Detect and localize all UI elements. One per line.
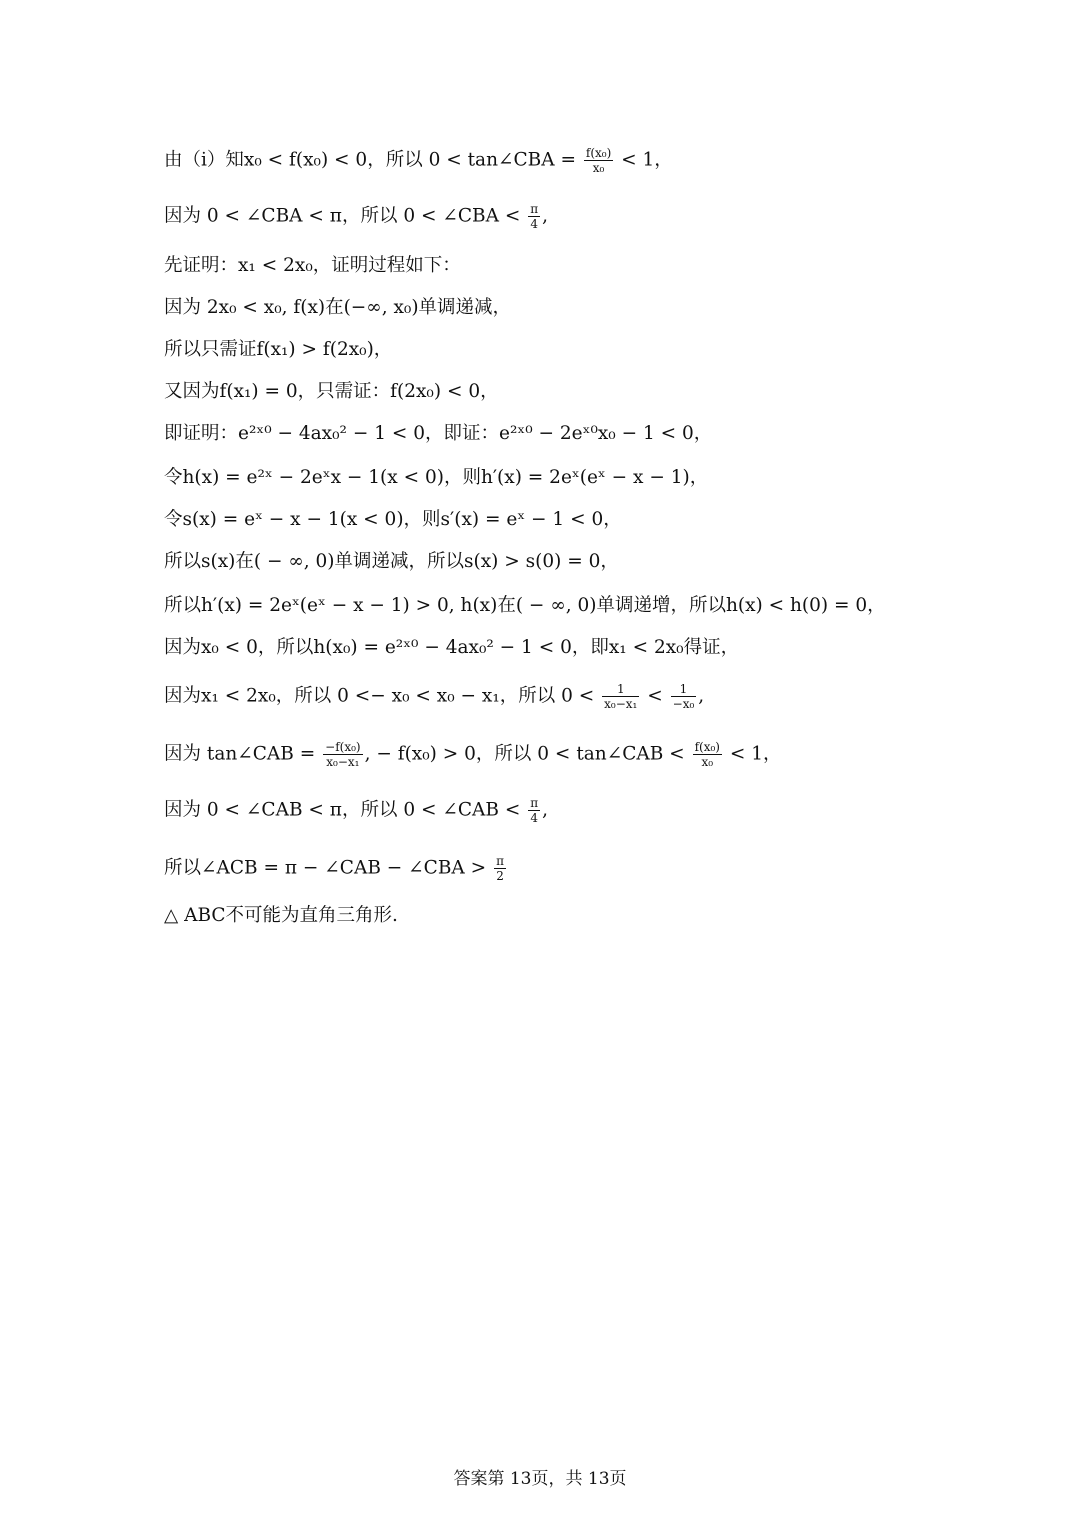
proof-line-7 [164,422,712,446]
line-math: < [641,685,669,707]
line-text: 因为 [164,685,202,707]
proof-line-5 [164,338,392,362]
fraction-denominator: −x₀ [672,697,695,711]
fraction-denominator: 4 [530,217,539,231]
fraction [584,146,613,175]
fraction [528,202,540,231]
line-math: x₁ < 2x₀，所以 0 <− x₀ < x₀ − x₁，所以 0 < [201,685,601,707]
line-math: 0 < ∠CAB < π，所以 0 < ∠CAB < [206,799,527,821]
line-math: , − f(x₀) > 0，所以 0 < tan∠CAB < [364,743,691,765]
line-text: 因为x₀ < 0，所以h(x₀) = e²ˣ⁰ − 4ax₀² − 1 < 0，即x₁ < 2x₀得证， [164,637,740,658]
line-text: 因为 [164,743,207,765]
proof-line-8 [164,466,708,490]
fraction-numerator: −f(x₀) [325,740,361,754]
line-text: 又因为f(x₁) = 0，只需证：f(2x₀) < 0， [164,381,499,402]
line-tail: , [542,799,549,821]
proof-line-10 [164,550,619,574]
fraction [693,740,722,769]
line-math: 0 < ∠CBA < π，所以 0 < ∠CBA < [206,205,527,227]
proof-line-2 [164,202,548,231]
proof-line-12 [164,636,739,660]
line-text: 由（i）知 [164,149,244,171]
proof-line-1 [164,146,673,175]
line-text: 因为 [164,799,207,821]
line-tail: < 1， [615,149,673,171]
fraction [323,740,362,769]
line-math: x₀ < f(x₀) < 0，所以 0 < tan∠CBA = [243,149,582,171]
line-text: 先证明：x₁ < 2x₀，证明过程如下： [164,255,461,276]
line-text: 所以s(x)在( − ∞, 0)单调递减，所以s(x) > s(0) = 0， [164,551,619,572]
fraction-numerator: f(x₀) [585,146,612,160]
proof-line-16 [164,854,508,883]
line-tail: < 1， [723,743,782,765]
line-tail: , [542,205,549,227]
fraction-denominator: x₀−x₁ [326,755,360,769]
page-footer: 答案第 13页，共 13页 [453,1469,627,1489]
fraction-numerator: 1 [602,682,639,697]
line-text: 所以 [164,857,202,879]
proof-line-3 [164,254,461,278]
proof-line-11 [164,594,886,618]
proof-line-9 [164,508,622,532]
proof-line-17 [164,904,398,928]
line-text: 令h(x) = e²ˣ − 2eˣx − 1(x < 0)，则h′(x) = 2eˣ(eˣ − x − 1)， [164,467,709,488]
line-text: 令s(x) = eˣ − x − 1(x < 0)，则s′(x) = eˣ − 1 < 0， [164,509,622,530]
fraction-numerator: π [530,202,539,216]
proof-line-6 [164,380,499,404]
fraction [602,682,639,711]
line-text: 所以只需证f(x₁) > f(2x₀)， [164,339,393,360]
fraction-denominator: x₀−x₁ [604,697,638,711]
fraction-denominator: 4 [530,811,539,825]
fraction-denominator: x₀ [701,755,714,769]
fraction [671,682,697,711]
fraction-numerator: f(x₀) [694,740,720,754]
fraction-numerator: π [496,854,504,868]
line-text: 因为 [164,205,207,227]
proof-line-15 [164,796,548,825]
line-text: △ ABC不可能为直角三角形. [164,905,398,926]
fraction-numerator: π [530,796,539,810]
line-text: 因为 2x₀ < x₀, f(x)在(−∞, x₀)单调递减， [164,297,512,318]
line-tail: , [698,685,705,707]
line-math: ∠ACB = π − ∠CAB − ∠CBA > [201,857,493,879]
proof-line-13 [164,682,704,711]
proof-line-14 [164,740,782,769]
line-math: tan∠CAB = [206,743,322,765]
fraction [494,854,506,883]
line-text: 所以h′(x) = 2eˣ(eˣ − x − 1) > 0, h(x)在( − ∞, 0)单调递增，所以h(x) < h(0) = 0， [164,595,886,616]
fraction [528,796,540,825]
fraction-denominator: x₀ [592,161,605,175]
proof-line-4 [164,296,511,320]
line-text: 即证明：e²ˣ⁰ − 4ax₀² − 1 < 0，即证：e²ˣ⁰ − 2eˣ⁰x₀ − 1 < 0， [164,423,713,444]
fraction-denominator: 2 [496,869,504,883]
fraction-numerator: 1 [671,682,697,697]
